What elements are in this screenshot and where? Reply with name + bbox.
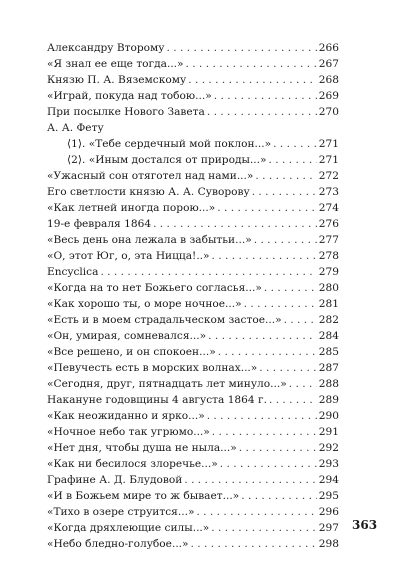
dot-leader bbox=[264, 280, 317, 296]
toc-entry-page: 281 bbox=[318, 298, 339, 310]
toc-entry bbox=[47, 328, 339, 344]
table-of-contents bbox=[47, 40, 339, 552]
toc-entry-title: «Как ни бесилося злоречье...» bbox=[47, 458, 218, 470]
toc-entry-title: «Ночное небо так угрюмо...» bbox=[47, 426, 210, 438]
toc-entry bbox=[47, 424, 339, 440]
toc-entry-page: 279 bbox=[318, 266, 339, 278]
toc-entry-title: «Я знал ее еще тогда...» bbox=[47, 58, 184, 70]
toc-entry-title: А. А. Фету bbox=[47, 122, 104, 134]
dot-leader bbox=[259, 360, 316, 376]
dot-leader bbox=[269, 392, 317, 408]
toc-entry-page: 266 bbox=[318, 42, 339, 54]
toc-entry bbox=[47, 520, 339, 536]
dot-leader bbox=[284, 312, 317, 328]
toc-entry-page: 282 bbox=[318, 314, 339, 326]
toc-entry-title: 19-е февраля 1864 bbox=[47, 218, 152, 230]
dot-leader bbox=[254, 232, 317, 248]
toc-entry-title: Князю П. А. Вяземскому bbox=[47, 74, 187, 86]
toc-entry bbox=[47, 360, 339, 376]
toc-entry-title: Александру Второму bbox=[47, 42, 165, 54]
toc-entry-page: 287 bbox=[318, 362, 339, 374]
toc-entry-page: 272 bbox=[318, 170, 339, 182]
toc-entry-page: 294 bbox=[318, 474, 339, 486]
toc-entry-page: 271 bbox=[318, 154, 339, 166]
toc-entry bbox=[47, 264, 339, 280]
toc-entry-title: «Есть и в моем страдальческом застое...» bbox=[47, 314, 282, 326]
toc-entry-page: 269 bbox=[318, 90, 339, 102]
toc-entry-title: «Тихо в озере струится...» bbox=[47, 506, 195, 518]
toc-entry-page: 298 bbox=[318, 538, 339, 550]
toc-entry bbox=[47, 392, 339, 408]
dot-leader bbox=[214, 88, 317, 104]
toc-entry bbox=[47, 408, 339, 424]
toc-entry-title: «Как летней иногда порою...» bbox=[47, 202, 216, 214]
toc-entry-title: ⟨1⟩. «Тебе сердечный мой поклон...» bbox=[67, 138, 272, 150]
toc-entry-page: 277 bbox=[318, 234, 339, 246]
dot-leader bbox=[255, 168, 316, 184]
toc-entry-page: 270 bbox=[318, 106, 339, 118]
toc-entry-page: 271 bbox=[318, 138, 339, 150]
toc-entry-title: «Ужасный сон отяготел над нами...» bbox=[47, 170, 254, 182]
toc-entry-title: «Когда на то нет Божьего согласья...» bbox=[47, 282, 262, 294]
toc-entry-page: 278 bbox=[318, 250, 339, 262]
toc-entry-title: «О, этот Юг, о, эта Ницца!..» bbox=[47, 250, 210, 262]
toc-entry bbox=[47, 472, 339, 488]
toc-entry-title: ⟨2⟩. «Иным достался от природы...» bbox=[67, 154, 267, 166]
toc-entry bbox=[47, 504, 339, 520]
dot-leader bbox=[184, 472, 316, 488]
toc-entry-title: «Певучесть есть в морских волнах...» bbox=[47, 362, 258, 374]
toc-entry-page: 291 bbox=[318, 426, 339, 438]
toc-entry bbox=[47, 184, 339, 200]
toc-entry bbox=[47, 72, 339, 88]
toc-entry bbox=[47, 88, 339, 104]
toc-entry bbox=[47, 104, 339, 120]
toc-entry-title: Графине А. Д. Блудовой bbox=[47, 474, 183, 486]
toc-entry bbox=[47, 40, 339, 56]
toc-entry-title: «Небо бледно-голубое...» bbox=[47, 538, 189, 550]
toc-entry-page: 296 bbox=[318, 506, 339, 518]
dot-leader bbox=[153, 216, 317, 232]
toc-entry bbox=[47, 440, 339, 456]
toc-entry-title: «Играй, покуда над тобою...» bbox=[47, 90, 212, 102]
toc-entry bbox=[47, 312, 339, 328]
toc-entry bbox=[47, 168, 339, 184]
toc-entry-page: 273 bbox=[318, 186, 339, 198]
toc-entry-title: «Весь день она лежала в забытьи...» bbox=[47, 234, 252, 246]
dot-leader bbox=[186, 56, 317, 72]
toc-entry bbox=[47, 232, 339, 248]
dot-leader bbox=[188, 72, 317, 88]
toc-entry bbox=[47, 200, 339, 216]
page-number: 363 bbox=[352, 518, 378, 532]
toc-entry-title: «Нет дня, чтобы душа не ныла...» bbox=[47, 442, 237, 454]
toc-entry-page: 288 bbox=[318, 378, 339, 390]
dot-leader bbox=[217, 200, 317, 216]
toc-entry bbox=[47, 344, 339, 360]
toc-entry-title: «Как неожиданно и ярко...» bbox=[47, 410, 205, 422]
dot-leader bbox=[241, 488, 317, 504]
toc-entry-title: «Как хорошо ты, о море ночное...» bbox=[47, 298, 242, 310]
dot-leader bbox=[220, 456, 317, 472]
toc-entry-page: 274 bbox=[318, 202, 339, 214]
dot-leader bbox=[208, 328, 317, 344]
toc-entry-title: Его светлости князю А. А. Суворову bbox=[47, 186, 250, 198]
dot-leader bbox=[273, 136, 317, 152]
dot-leader bbox=[252, 184, 317, 200]
toc-entry bbox=[47, 136, 339, 152]
toc-entry-page: 293 bbox=[318, 458, 339, 470]
dot-leader bbox=[100, 264, 316, 280]
toc-entry bbox=[47, 120, 339, 136]
toc-entry-page: 267 bbox=[318, 58, 339, 70]
toc-entry bbox=[47, 536, 339, 552]
toc-entry bbox=[47, 56, 339, 72]
dot-leader bbox=[244, 296, 317, 312]
dot-leader bbox=[289, 376, 317, 392]
dot-leader bbox=[269, 152, 317, 168]
toc-entry-page: 268 bbox=[318, 74, 339, 86]
toc-entry-title: «Когда дряхлеющие силы...» bbox=[47, 522, 210, 534]
toc-entry-title: «Он, умирая, сомневался...» bbox=[47, 330, 207, 342]
toc-entry-page: 280 bbox=[318, 282, 339, 294]
toc-entry-page: 276 bbox=[318, 218, 339, 230]
dot-leader bbox=[239, 440, 317, 456]
dot-leader bbox=[211, 520, 316, 536]
toc-entry bbox=[47, 376, 339, 392]
toc-entry-page: 292 bbox=[318, 442, 339, 454]
dot-leader bbox=[207, 104, 317, 120]
toc-entry-page: 295 bbox=[318, 490, 339, 502]
toc-entry bbox=[47, 456, 339, 472]
toc-entry bbox=[47, 248, 339, 264]
dot-leader bbox=[167, 40, 317, 56]
toc-entry-page: 297 bbox=[318, 522, 339, 534]
toc-entry bbox=[47, 280, 339, 296]
dot-leader bbox=[212, 248, 317, 264]
toc-entry-page: 284 bbox=[318, 330, 339, 342]
dot-leader bbox=[212, 424, 317, 440]
toc-entry-page: 289 bbox=[318, 394, 339, 406]
dot-leader bbox=[196, 504, 316, 520]
toc-entry-title: «И в Божьем мире то ж бывает...» bbox=[47, 490, 240, 502]
toc-entry bbox=[47, 216, 339, 232]
toc-entry bbox=[47, 152, 339, 168]
toc-entry-page: 285 bbox=[318, 346, 339, 358]
toc-entry-title: «Сегодня, друг, пятнадцать лет минуло...» bbox=[47, 378, 287, 390]
toc-entry-page: 290 bbox=[318, 410, 339, 422]
dot-leader bbox=[218, 344, 317, 360]
toc-entry-title: Encyclica bbox=[47, 266, 99, 278]
dot-leader bbox=[207, 408, 317, 424]
toc-entry-title: При посылке Нового Завета bbox=[47, 106, 205, 118]
toc-entry bbox=[47, 296, 339, 312]
dot-leader bbox=[191, 536, 317, 552]
toc-entry-title: «Все решено, и он спокоен...» bbox=[47, 346, 216, 358]
toc-entry bbox=[47, 488, 339, 504]
toc-entry-title: Накануне годовщины 4 августа 1864 г. bbox=[47, 394, 267, 406]
